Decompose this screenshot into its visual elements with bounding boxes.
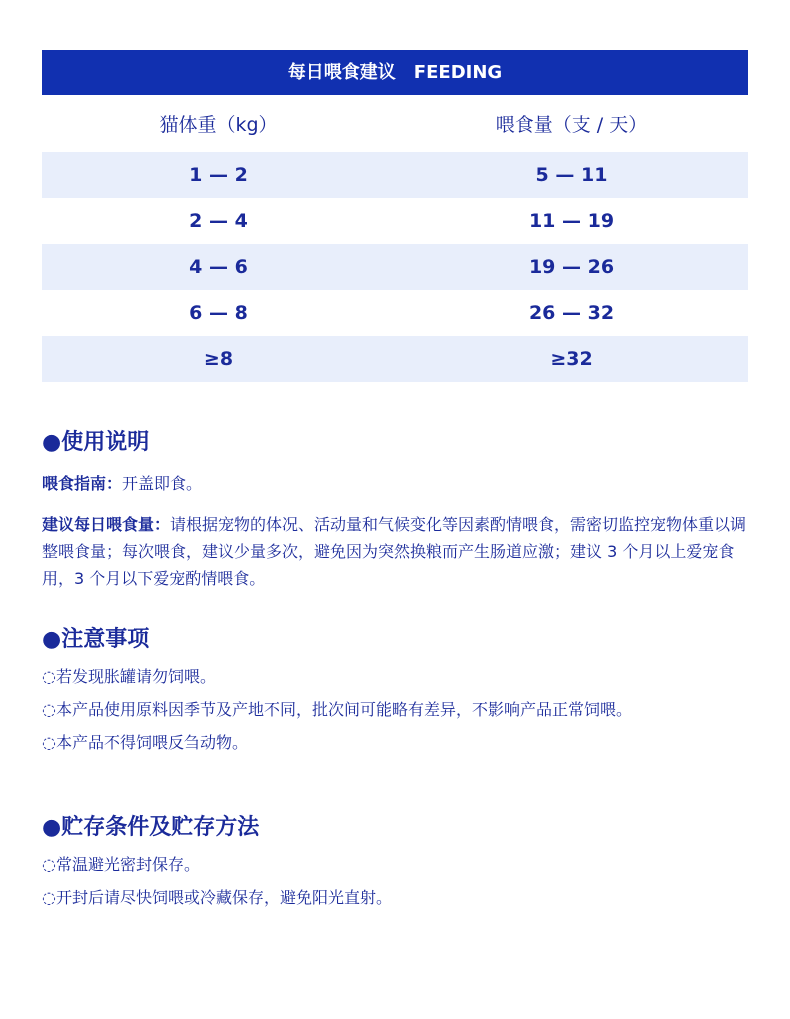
- cell-weight: ≥8: [203, 348, 234, 370]
- feeding-guide: [42, 470, 748, 497]
- cell-weight: 6 — 8: [189, 302, 248, 324]
- suggest-text-block: [42, 511, 748, 592]
- cell-weight: 2 — 4: [189, 210, 248, 232]
- table-header: [42, 95, 748, 152]
- cell-amount: 26 — 32: [528, 302, 615, 324]
- list-item: ◌若发现胀罐请勿饲喂。: [42, 667, 216, 686]
- storage-section: [42, 810, 748, 911]
- cell-amount: 19 — 26: [528, 256, 615, 278]
- table-row: [42, 336, 748, 382]
- notes-section: [42, 622, 748, 756]
- table-row: [42, 290, 748, 336]
- storage-text: 开封后请尽快饲喂或冷藏保存，避免阳光直射。: [55, 888, 392, 907]
- table-row: [42, 198, 748, 244]
- storage-title: ●贮存条件及贮存方法: [42, 815, 260, 840]
- list-item: ◌本产品不得饲喂反刍动物。: [42, 733, 248, 752]
- suggest-text: 请根据宠物的体况、活动量和气候变化等因素酌情喂食，需密切监控宠物体重以调整喂食量；每次喂食，建议少量多次，避免因为突然换粮而产生肠道应激；建议 3 个月以上爱宠食用，3 个月以下爱宠酌情喂食。: [42, 515, 747, 588]
- cell-amount: 11 — 19: [528, 210, 615, 232]
- usage-title: ●使用说明: [42, 430, 150, 455]
- usage-section: [42, 425, 748, 592]
- table-row: [42, 152, 748, 198]
- table-title: 每日喂食建议 FEEDING: [42, 50, 748, 95]
- cell-weight: 4 — 6: [189, 256, 248, 278]
- feeding-label: 喂食指南：: [42, 474, 123, 493]
- cell-weight: 1 — 2: [189, 164, 248, 186]
- list-item: ◌常温避光密封保存。: [42, 855, 200, 874]
- notes-title: ●注意事项: [42, 627, 150, 652]
- list-item: ◌本产品使用原料因季节及产地不同，批次间可能略有差异，不影响产品正常饲喂。: [42, 700, 632, 719]
- feeding-text: 开盖即食。: [122, 474, 203, 493]
- feeding-table: [42, 50, 748, 382]
- note-text: 本产品使用原料因季节及产地不同，批次间可能略有差异，不影响产品正常饲喂。: [55, 700, 632, 719]
- list-item: ◌开封后请尽快饲喂或冷藏保存，避免阳光直射。: [42, 888, 392, 907]
- note-text: 若发现胀罐请勿饲喂。: [55, 667, 216, 686]
- col-weight: 猫体重（kg）: [159, 114, 278, 136]
- note-text: 本产品不得饲喂反刍动物。: [55, 733, 248, 752]
- storage-text: 常温避光密封保存。: [55, 855, 200, 874]
- cell-amount: ≥32: [550, 348, 593, 370]
- cell-amount: 5 — 11: [535, 164, 608, 186]
- suggest-label: 建议每日喂食量：: [42, 515, 171, 534]
- table-row: [42, 244, 748, 290]
- col-amount: 喂食量（支 / 天）: [495, 114, 648, 136]
